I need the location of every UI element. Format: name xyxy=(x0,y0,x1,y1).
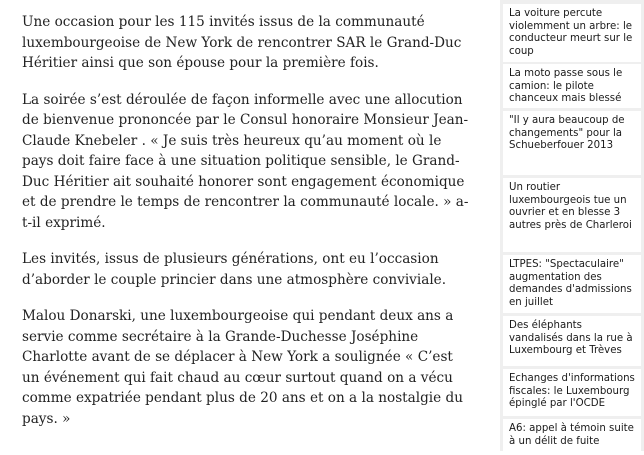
article-paragraph-1: Une occasion pour les 115 invités issus de la communauté luxembourgeoise de New York de rencontrer SAR le Grand-Duc Héritier ainsi que son épouse pour la première fois. xyxy=(22,14,462,71)
article-paragraph-3: Les invités, issus de plusieurs générations, ont eu l’occasion d’aborder le couple princier dans une atmosphère conviviale. xyxy=(22,251,447,288)
article-body xyxy=(22,12,470,445)
news-link-8[interactable]: A6: appel à témoin suite à un délit de fuite xyxy=(503,419,641,455)
article-paragraph-4: Malou Donarski, une luxembourgeoise qui pendant deux ans a servie comme secrétaire à la Grande-Duchesse Joséphine Charlotte avant de se déplacer à New York a soulignée « C’est un événement qui fait chaud au cœur surtout quand on a vécu comme expatriée pendant plus de 20 ans et on a la nostalgie du pays. » xyxy=(22,308,463,427)
news-link-2[interactable]: La moto passe sous le camion: le pilote chanceux mais blessé xyxy=(503,64,641,108)
news-link-6[interactable]: Des éléphants vandalisés dans la rue à Luxembourg et Trèves xyxy=(503,316,641,366)
news-link-7[interactable]: Echanges d'informations fiscales: le Luxembourg épinglé par l'OCDE xyxy=(503,369,641,416)
related-news-sidebar xyxy=(500,0,644,451)
news-link-5[interactable]: LTPES: "Spectaculaire" augmentation des demandes d'admissions en juillet xyxy=(503,255,641,313)
news-link-4[interactable]: Un routier luxembourgeois tue un ouvrier et en blesse 3 autres près de Charleroi xyxy=(503,178,641,252)
news-link-1[interactable]: La voiture percute violemment un arbre: le conducteur meurt sur le coup xyxy=(503,4,641,62)
news-link-3[interactable]: "Il y aura beaucoup de changements" pour la Schueberfouer 2013 xyxy=(503,111,641,175)
article-paragraph-2: La soirée s’est déroulée de façon informelle avec une allocution de bienvenue prononcée par le Consul honoraire Monsieur Jean-Claude Knebeler . « Je suis très heureux qu’au moment où le pays doit faire face à une situation politique sensible, le Grand-Duc Héritier ait souhaité honorer sont engagement économique et de prendre le temps de rencontrer la communauté locale. » a-t-il exprimé. xyxy=(22,91,469,231)
